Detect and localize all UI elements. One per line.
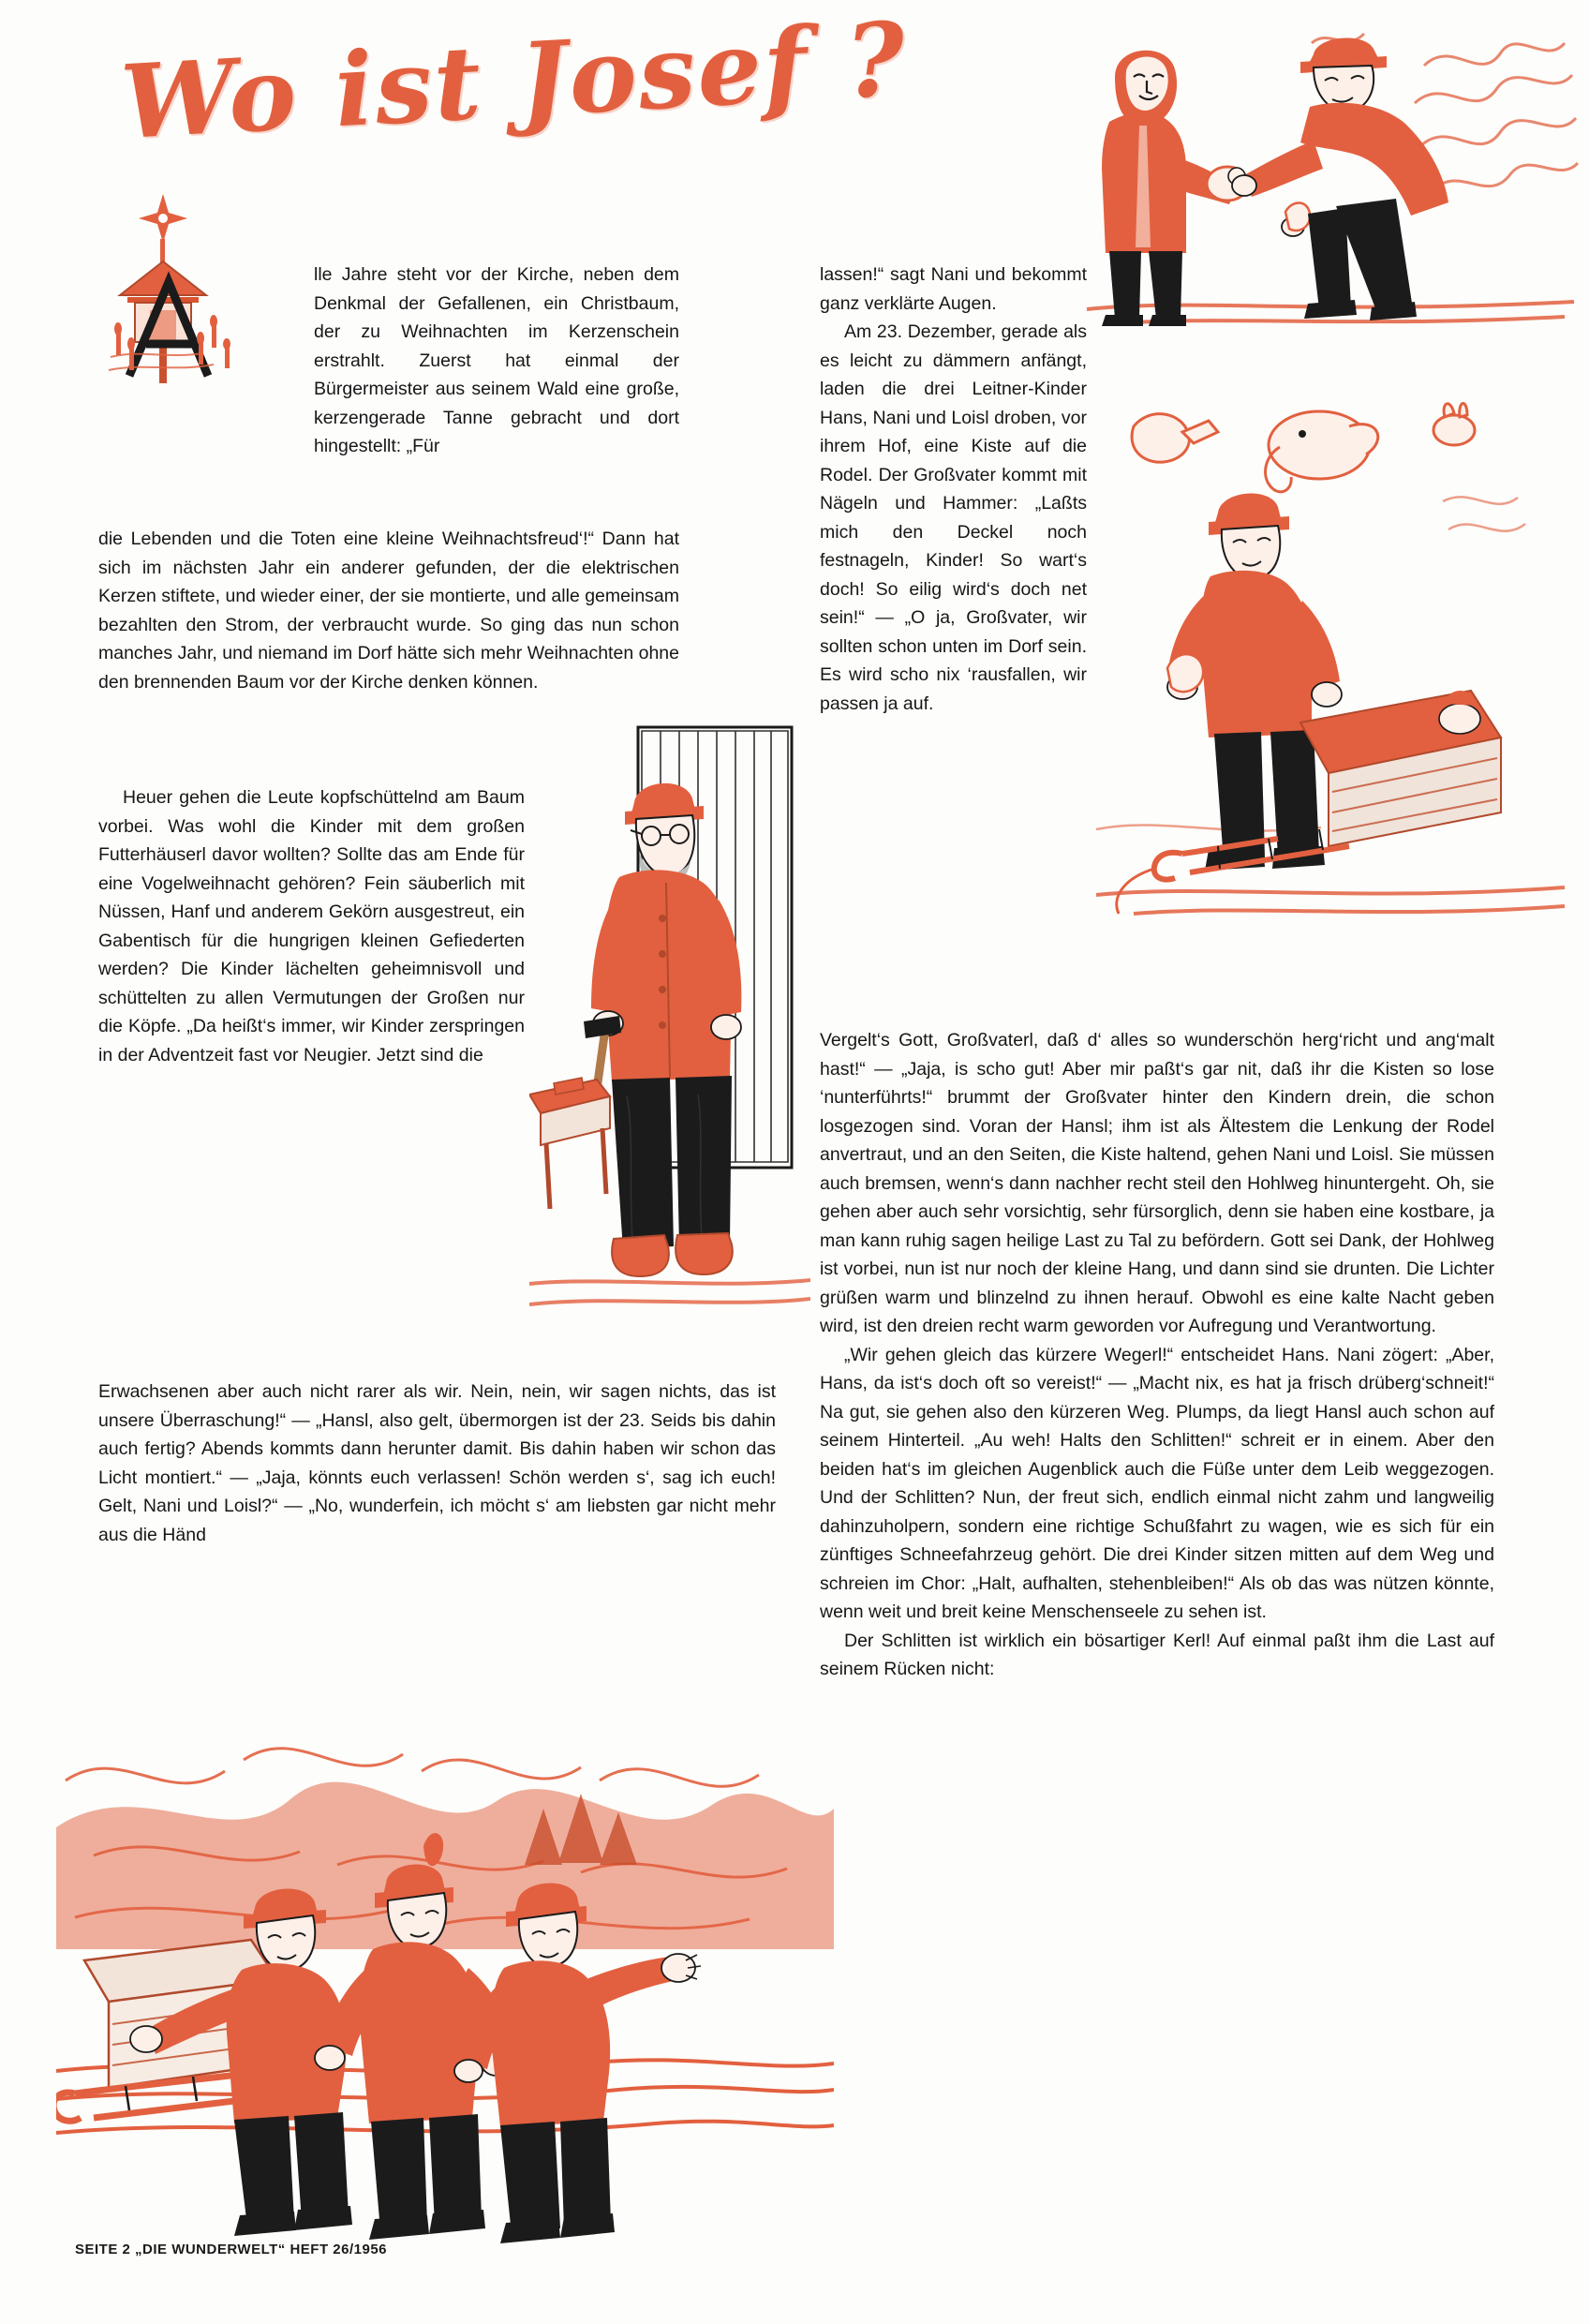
three-children-with-sled-illustration bbox=[56, 1715, 834, 2258]
article-paragraph-left-bottom bbox=[98, 1378, 776, 1549]
birdhouse-with-star-and-candles-illustration bbox=[101, 192, 303, 384]
paragraph-text: Der Schlitten ist wirklich ein bösartiger Kerl! Auf einmal paßt ihm die Last auf seinem Rücken nicht: bbox=[820, 1630, 1494, 1679]
paragraph-text: die Lebenden und die Toten eine kleine Weihnachtsfreud‘!“ Dann hat sich im nächsten Jahr ein anderer gefunden, der die elektrischen Kerzen stiftete, und wieder einer, der sie montierte, und alle gemeinsam bezahlten den Strom, der verbraucht wurde. So ging das nun schon manches Jahr, und niemand im Dorf hätte sich mehr Weihnachten ohne den brennenden Baum vor der Kirche denken können. bbox=[98, 529, 680, 693]
article-paragraph-right-wide bbox=[820, 1026, 1494, 1684]
page-title: Wo ist Josef ? bbox=[118, 0, 911, 163]
article-paragraph-left-mid bbox=[98, 525, 679, 696]
paragraph-text: lassen!“ sagt Nani und bekommt ganz verklärte Augen. bbox=[820, 264, 1087, 314]
paragraph-text: Am 23. Dezember, gerade als es leicht zu dämmern anfängt, laden die drei Leitner-Kinder Hans, Nani und Loisl droben, vor ihrem Hof, eine Kiste auf die Rodel. Der Großvater kommt mit Nägeln und Hammer: „Laßts mich den Deckel noch festnageln, Kinder! So wart‘s doch! So eilig wird‘s doch net sein!“ — „O ja, Großvater, wir sollten schon unten im Dorf sein. Es wird scho nix ‘rausfallen, wir passen ja auf. bbox=[820, 321, 1087, 714]
man-and-boy-with-doll-illustration bbox=[1077, 28, 1583, 347]
boy-with-sled-and-toys-illustration bbox=[1077, 389, 1583, 942]
paragraph-text: Vergelt‘s Gott, Großvaterl, daß d‘ alles so wunderschön herg‘richt und ang‘malt hast!“ — „Jaja, is scho gut! Aber mir paßt‘s gar nit, daß ihr die Kisten so lose ‘nunterführts!“ brummt der Großvater hinter den Kindern drein, die schon losgezogen sind. Voran der Hansl; ihm ist als Ältestem die Lenkung der Rodel anvertraut, und an den Seiten, die Kiste haltend, gehen Nani und Loisl. Sie müssen auch bremsen, wenn‘s dann nachher recht steil den Hohlweg hinuntergeht. Oh, sie gehen aber auch sehr vorsichtig, sehr fürsorglich, denn sie haben eine kostbare, ja man kann ruhig sagen heilige Last zu Tal zu befördern. Gott sei Dank, der Hohlweg ist vorbei, nun ist nur noch der kleine Hang, und dann sind sie drunten. Die Lichter grüßen warm und blinzelnd zu ihnen herauf. Obwohl es eine kalte Nacht geben wird, ist den dreien recht warm geworden vor Aufregung und Verantwortung. bbox=[820, 1030, 1494, 1336]
paragraph-text: Heuer gehen die Leute kopfschüttelnd am Baum vorbei. Was wohl die Kinder mit dem großen Futterhäuserl davor wollten? Sollte das am Ende für eine Vogelweihnacht gehören? Fein säuberlich mit Nüssen, Hanf und anderem Gekörn ausgestreut, ein Gabentisch für die hungrigen kleinen Gefiederten werden? Die Kinder lächelten geheimnisvoll und schüttelten zu allen Vermutungen der Großen nur die Köpfe. „Da heißt‘s immer, wir Kinder zerspringen in der Adventzeit fast vor Neugier. Jetzt sind die bbox=[98, 787, 525, 1065]
paragraph-text: „Wir gehen gleich das kürzere Wegerl!“ entscheidet Hans. Nani zögert: „Aber, Hans, da ist‘s doch oft so vereist!“ — „Macht nix, es hat ja frisch drüberg‘schneit!“ Na gut, sie gehen also den kürzeren Weg. Plumps, da liegt Hansl auch schon auf seinem Hinterteil. „Au weh! Halts den Schlitten!“ schreit er in einem. Aber den beiden hat‘s im gleichen Augenblick auch die Füße unter dem Leib weggezogen. Und der Schlitten? Nun, der freut sich, endlich einmal nicht zahm und langweilig dahinzuholpern, sondern eine richtige Schußfahrt zu wagen, wie es sich für ein zünftiges Schneefahrzeug gehört. Die drei Kinder sitzen mitten auf dem Weg und schreien im Chor: „Halt, aufhalten, stehenbleiben!“ Als ob das was nützen könnte, wenn weit und breit keine Menschenseele zu sehen ist. bbox=[820, 1344, 1494, 1622]
paragraph-text: lle Jahre steht vor der Kirche, neben dem Denkmal der Gefallenen, ein Christbaum, der zu Weihnachten im Kerzenschein erstrahlt. Zuerst hat einmal der Bürgermeister aus seinem Wald eine große, kerzengerade Tanne gebracht und dort hingestellt: „Für bbox=[314, 264, 679, 456]
article-paragraph-opening bbox=[314, 261, 679, 461]
page-footer: SEITE 2 „DIE WUNDERWELT“ HEFT 26/1956 bbox=[75, 2242, 388, 2257]
man-in-doorway-with-hammer-illustration bbox=[529, 722, 810, 1378]
paragraph-text: Erwachsenen aber auch nicht rarer als wir. Nein, nein, wir sagen nichts, das ist unsere Überraschung!“ — „Hansl, also gelt, übermorgen ist der 23. Seids bis dahin auch fertig? Abends kommts dann herunter damit. Bis dahin haben wir schon das Licht montiert.“ — „Jaja, könnts euch verlassen! Schön werden s‘, sag ich euch! Gelt, Nani und Loisl?“ — „No, wunderfein, ich möcht s‘ am liebsten gar nicht mehr aus die Händ bbox=[98, 1381, 776, 1545]
article-paragraph-right-narrow bbox=[820, 261, 1087, 718]
article-paragraph-left-narrow bbox=[98, 783, 525, 1069]
